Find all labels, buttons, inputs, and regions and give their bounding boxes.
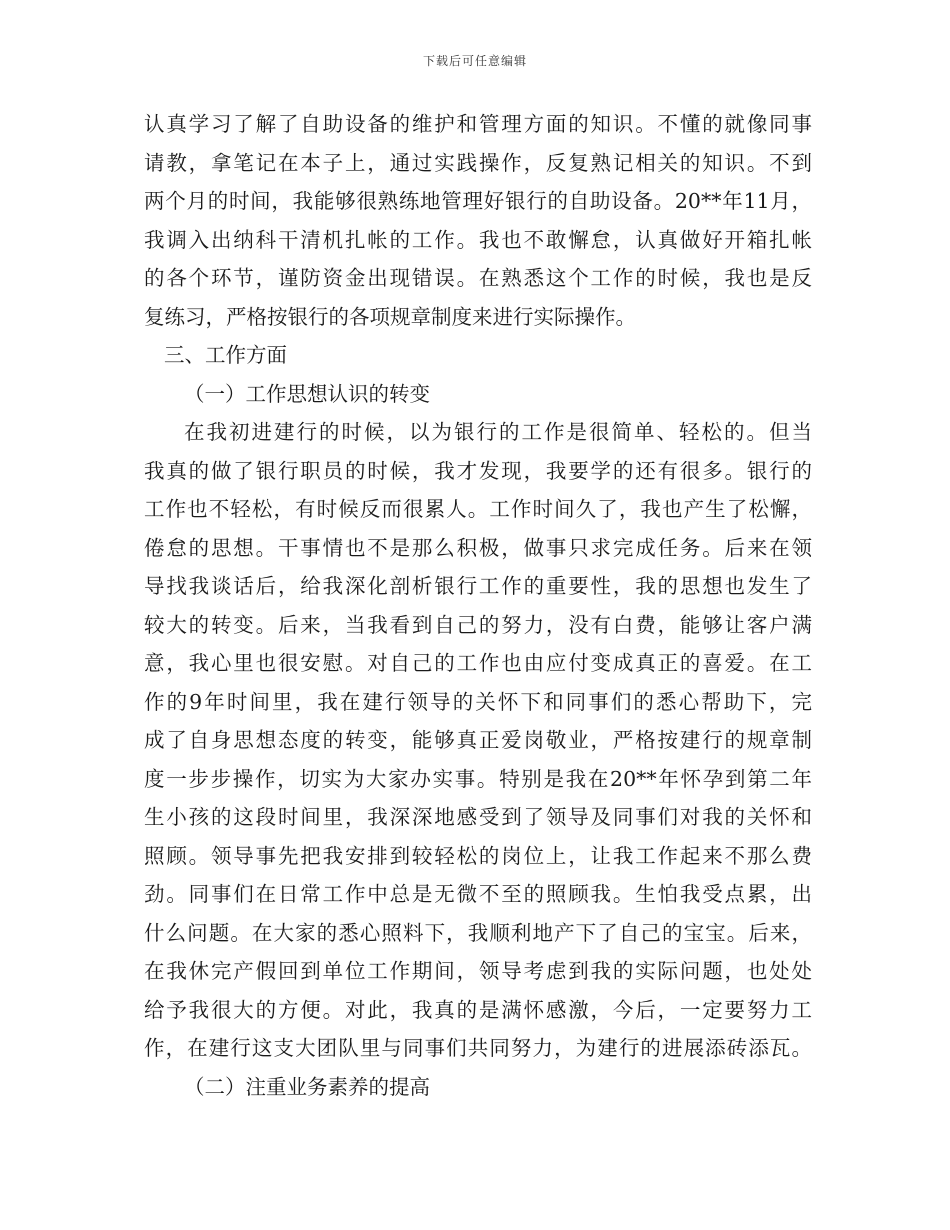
page-header: 下载后可任意编辑 <box>422 54 527 68</box>
paragraph-line: 度一步步操作，切实为大家办实事。特别是我在20**年怀孕到第二年 <box>144 766 812 791</box>
paragraph-line: 我真的做了银行职员的时候，我才发现，我要学的还有很多。银行的 <box>144 458 812 483</box>
section-heading: （二）注重业务素养的提高 <box>184 1074 430 1099</box>
paragraph-line: 生小孩的这段时间里，我深深地感受到了领导及同事们对我的关怀和 <box>144 805 812 829</box>
paragraph-line: 什么问题。在大家的悉心照料下，我顺利地产下了自己的宝宝。后来， <box>144 920 812 945</box>
paragraph-line: 较大的转变。后来，当我看到自己的努力，没有白费，能够让客户满 <box>144 612 812 637</box>
paragraph-line: 给予我很大的方便。对此，我真的是满怀感激，今后，一定要努力工 <box>144 997 812 1022</box>
paragraph-line: 两个月的时间，我能够很熟练地管理好银行的自助设备。20**年11月， <box>144 189 812 213</box>
section-heading: 三、工作方面 <box>164 343 287 367</box>
paragraph-line: 导找我谈话后，给我深化剖析银行工作的重要性，我的思想也发生了 <box>144 574 812 598</box>
document-body <box>144 105 812 1106</box>
paragraph-line: 在我休完产假回到单位工作期间，领导考虑到我的实际问题，也处处 <box>144 959 812 983</box>
paragraph-line: 认真学习了解了自助设备的维护和管理方面的知识。不懂的就像同事 <box>144 112 812 136</box>
paragraph-line: 成了自身思想态度的转变，能够真正爱岗敬业，严格按建行的规章制 <box>144 728 812 752</box>
paragraph-line: 复练习，严格按银行的各项规章制度来进行实际操作。 <box>144 304 636 329</box>
paragraph-line: 劲。同事们在日常工作中总是无微不至的照顾我。生怕我受点累，出 <box>144 882 812 906</box>
paragraph-line: 工作也不轻松，有时候反而很累人。工作时间久了，我也产生了松懈， <box>144 497 812 521</box>
paragraph-line: 倦怠的思想。干事情也不是那么积极，做事只求完成任务。后来在领 <box>144 535 812 560</box>
section-heading: （一）工作思想认识的转变 <box>184 381 430 406</box>
paragraph-line: 的各个环节，谨防资金出现错误。在熟悉这个工作的时候，我也是反 <box>144 266 812 290</box>
paragraph-line: 作，在建行这支大团队里与同事们共同努力，为建行的进展添砖添瓦。 <box>144 1036 812 1060</box>
paragraph-line: 作的9年时间里，我在建行领导的关怀下和同事们的悉心帮助下，完 <box>144 689 812 714</box>
paragraph-line: 照顾。领导事先把我安排到较轻松的岗位上，让我工作起来不那么费 <box>144 843 812 868</box>
paragraph-line: 我调入出纳科干清机扎帐的工作。我也不敢懈怠，认真做好开箱扎帐 <box>144 227 812 252</box>
paragraph-line: 意，我心里也很安慰。对自己的工作也由应付变成真正的喜爱。在工 <box>144 651 812 675</box>
paragraph-line: 在我初进建行的时候，以为银行的工作是很简单、轻松的。但当 <box>184 420 812 444</box>
paragraph-line: 请教，拿笔记在本子上，通过实践操作，反复熟记相关的知识。不到 <box>144 150 812 175</box>
